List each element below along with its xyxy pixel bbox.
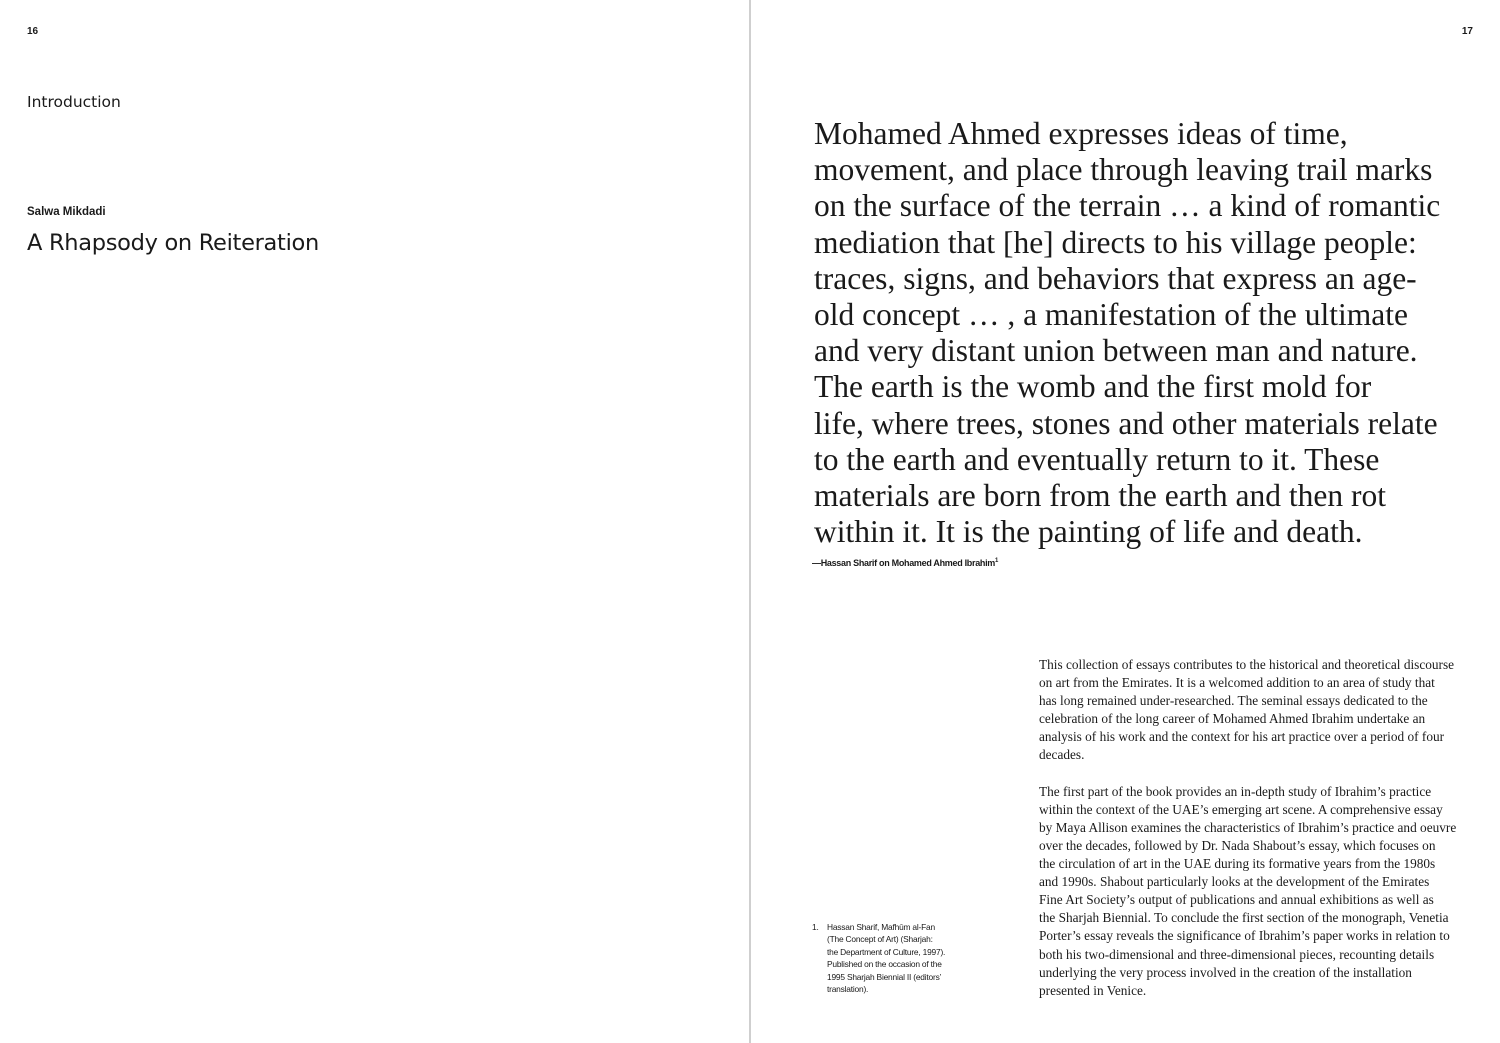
paragraph <box>1039 656 1479 765</box>
body-text <box>1039 656 1479 1018</box>
quote-line: materials are born from the earth and then rot <box>814 478 1387 514</box>
section-label: Introduction <box>27 93 121 111</box>
footnote-reference[interactable]: 1 <box>995 558 999 564</box>
body-line: Fine Art Society’s output of publications and annual exhibitions as well as <box>1039 892 1434 908</box>
page-number-right: 17 <box>1461 26 1473 37</box>
footnote-line: translation). <box>827 984 869 995</box>
quote-line: and very distant union between man and nature. <box>814 333 1418 369</box>
quote-line: to the earth and eventually return to it. These <box>814 441 1380 477</box>
essay-title: A Rhapsody on Reiteration <box>27 230 319 256</box>
body-line: This collection of essays contributes to the historical and theoretical discourse <box>1039 657 1455 672</box>
quote-line: traces, signs, and behaviors that express an age- <box>814 260 1417 296</box>
footnote-line: 1995 Sharjah Biennial II (editors’ <box>827 971 942 982</box>
footnote-line: Hassan Sharif, Mafhūm al-Fan <box>827 922 935 932</box>
body-line: both his two-dimensional and three-dimensional pieces, recounting details <box>1039 946 1435 962</box>
body-line: celebration of the long career of Mohamed Ahmed Ibrahim undertake an <box>1039 711 1426 727</box>
body-line: presented in Venice. <box>1039 982 1147 998</box>
body-line: the circulation of art in the UAE during its formative years from the 1980s <box>1039 856 1436 872</box>
footnote-line: (The Concept of Art) (Sharjah: <box>827 934 933 945</box>
body-line: by Maya Allison examines the characteristics of Ibrahim’s practice and oeuvre <box>1039 819 1457 835</box>
footnote-line: the Department of Culture, 1997). <box>827 946 946 957</box>
quote-line: life, where trees, stones and other materials relate <box>814 405 1438 441</box>
pull-quote <box>814 116 1494 550</box>
footnote <box>812 921 972 995</box>
quote-line: within it. It is the painting of life and death. <box>814 514 1363 550</box>
quote-line: on the surface of the terrain … a kind of romantic <box>814 188 1441 224</box>
footnote-text <box>827 921 972 995</box>
body-line: the Sharjah Biennial. To conclude the first section of the monograph, Venetia <box>1039 910 1449 926</box>
body-line: The first part of the book provides an in-depth study of Ibrahim’s practice <box>1039 783 1432 799</box>
body-line: and 1990s. Shabout particularly looks at the development of the Emirates <box>1039 874 1430 890</box>
body-line: has long remained under-researched. The seminal essays dedicated to the <box>1039 693 1428 709</box>
author-name: Salwa Mikdadi <box>27 206 106 218</box>
page-number-left: 16 <box>27 26 39 37</box>
quote-attribution <box>812 558 998 568</box>
quote-line: movement, and place through leaving trail marks <box>814 152 1433 188</box>
footnote-line: Published on the occasion of the <box>827 959 942 970</box>
body-line: over the decades, followed by Dr. Nada Shabout’s essay, which focuses on <box>1039 837 1436 853</box>
body-line: decades. <box>1039 747 1085 763</box>
paragraph <box>1039 783 1479 1000</box>
body-line: on art from the Emirates. It is a welcomed addition to an area of study that <box>1039 675 1435 691</box>
quote-line: old concept … , a manifestation of the ultimate <box>814 297 1408 333</box>
right-page <box>751 0 1500 1043</box>
quote-line: mediation that [he] directs to his village people: <box>814 224 1417 260</box>
body-line: Porter’s essay reveals the significance of Ibrahim’s paper works in relation to <box>1039 928 1450 944</box>
footnote-number: 1. <box>812 922 819 932</box>
body-line: underlying the very process involved in the creation of the installation <box>1039 964 1412 980</box>
quote-line: Mohamed Ahmed expresses ideas of time, <box>814 116 1348 151</box>
body-line: within the context of the UAE’s emerging art scene. A comprehensive essay <box>1039 801 1443 817</box>
body-line: analysis of his work and the context for his art practice over a period of four <box>1039 729 1445 745</box>
quote-line: The earth is the womb and the first mold for <box>814 369 1372 405</box>
attribution-text: —Hassan Sharif on Mohamed Ahmed Ibrahim <box>812 558 996 568</box>
